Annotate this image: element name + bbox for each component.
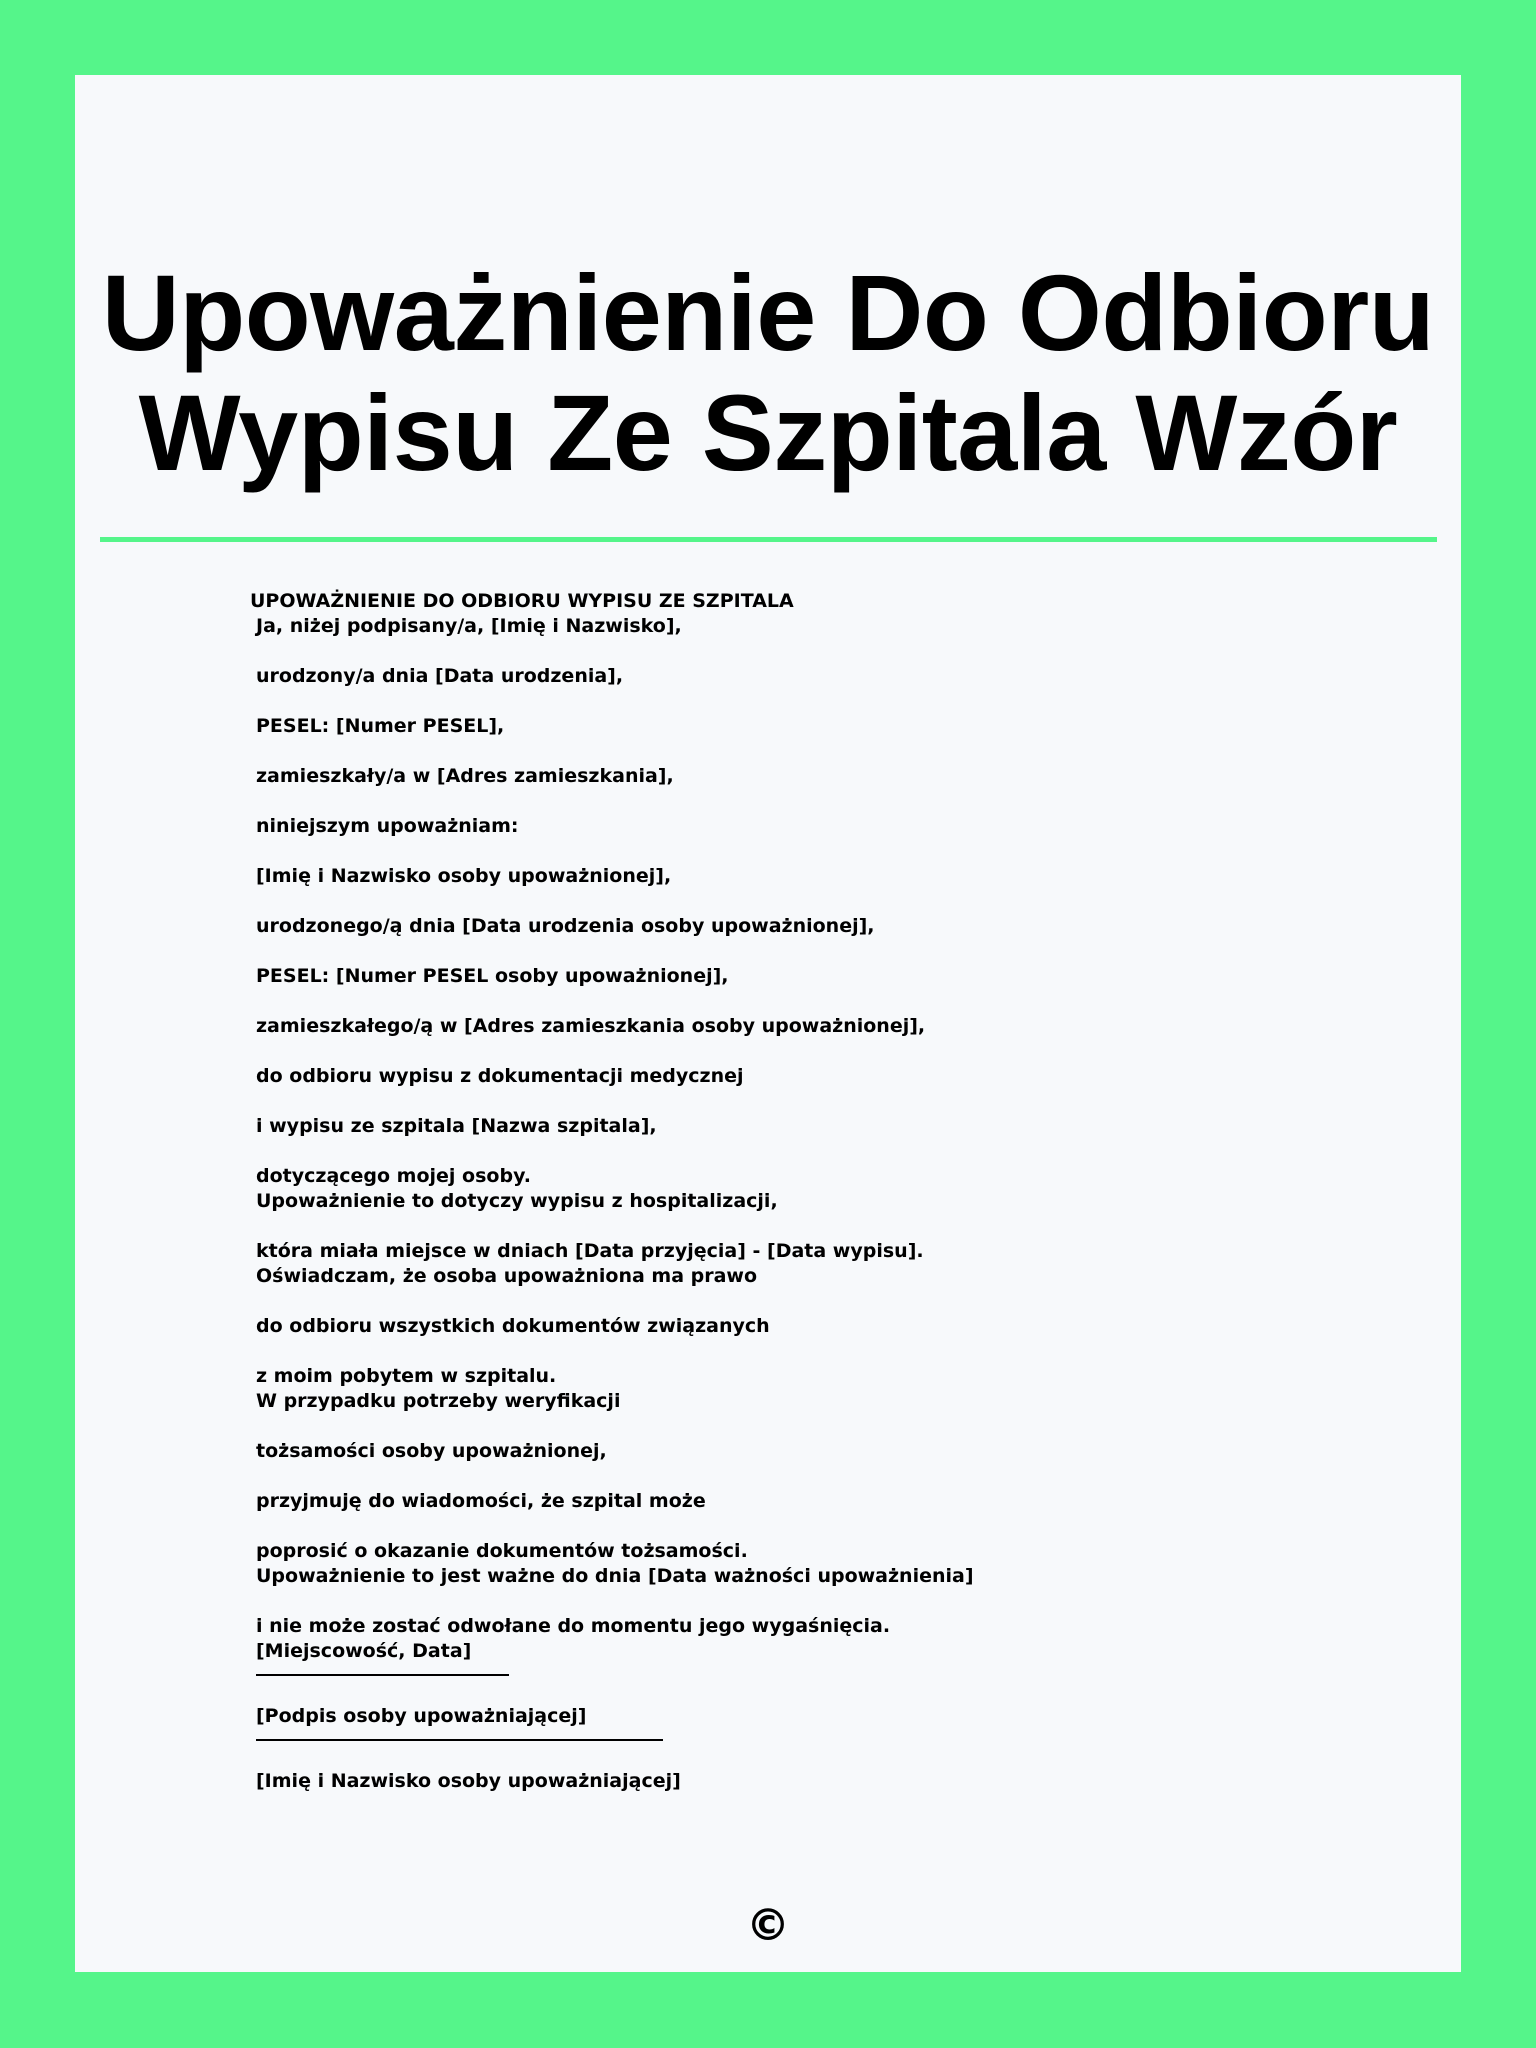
signature-label: [Podpis osoby upoważniającej]	[256, 1705, 587, 1727]
letter-line: do odbioru wszystkich dokumentów związanych	[256, 1315, 770, 1337]
letter-line: Upoważnienie to jest ważne do dnia [Data ważności upoważnienia]	[256, 1565, 974, 1587]
letter-line: PESEL: [Numer PESEL osoby upoważnionej],	[256, 965, 729, 987]
place-date-rule	[256, 1674, 509, 1676]
copyright-icon: ©	[746, 1900, 790, 1951]
letter-line: urodzony/a dnia [Data urodzenia],	[256, 665, 624, 687]
signature-rule	[256, 1739, 663, 1741]
letter-line: z moim pobytem w szpitalu.	[256, 1365, 557, 1387]
letter-line: poprosić o okazanie dokumentów tożsamości.	[256, 1540, 748, 1562]
letter-line: urodzonego/ą dnia [Data urodzenia osoby upoważnionej],	[256, 915, 875, 937]
authorization-letter	[250, 589, 1250, 1794]
place-date-label: [Miejscowość, Data]	[256, 1640, 472, 1662]
letter-line: tożsamości osoby upoważnionej,	[256, 1440, 607, 1462]
letter-line: PESEL: [Numer PESEL],	[256, 715, 505, 737]
letter-line: dotyczącego mojej osoby.	[256, 1165, 531, 1187]
letter-line: zamieszkały/a w [Adres zamieszkania],	[256, 765, 674, 787]
letter-line: i nie może zostać odwołane do momentu jego wygaśnięcia.	[256, 1615, 891, 1637]
letter-line: [Imię i Nazwisko osoby upoważnionej],	[256, 865, 672, 887]
letter-line: zamieszkałego/ą w [Adres zamieszkania osoby upoważnionej],	[256, 1015, 926, 1037]
letter-line: W przypadku potrzeby weryfikacji	[256, 1390, 621, 1412]
letter-line: i wypisu ze szpitala [Nazwa szpitala],	[256, 1115, 657, 1137]
page-title	[75, 253, 1461, 493]
page-title-line-1: Upoważnienie Do Odbioru	[101, 252, 1435, 373]
letter-line: Oświadczam, że osoba upoważniona ma prawo	[256, 1265, 758, 1287]
letter-line: która miała miejsce w dniach [Data przyjęcia] - [Data wypisu].	[256, 1240, 924, 1262]
document-page	[75, 75, 1461, 1972]
letter-line: niniejszym upoważniam:	[256, 815, 519, 837]
name-label: [Imię i Nazwisko osoby upoważniającej]	[256, 1770, 681, 1792]
letter-heading: UPOWAŻNIENIE DO ODBIORU WYPISU ZE SZPITALA	[250, 590, 794, 612]
letter-line: do odbioru wypisu z dokumentacji medycznej	[256, 1065, 744, 1087]
letter-line: Upoważnienie to dotyczy wypisu z hospitalizacji,	[256, 1190, 778, 1212]
letter-line: przyjmuję do wiadomości, że szpital może	[256, 1490, 706, 1512]
page-title-line-2: Wypisu Ze Szpitala Wzór	[138, 372, 1398, 493]
title-divider	[100, 537, 1437, 542]
letter-line: Ja, niżej podpisany/a, [Imię i Nazwisko],	[256, 615, 682, 637]
